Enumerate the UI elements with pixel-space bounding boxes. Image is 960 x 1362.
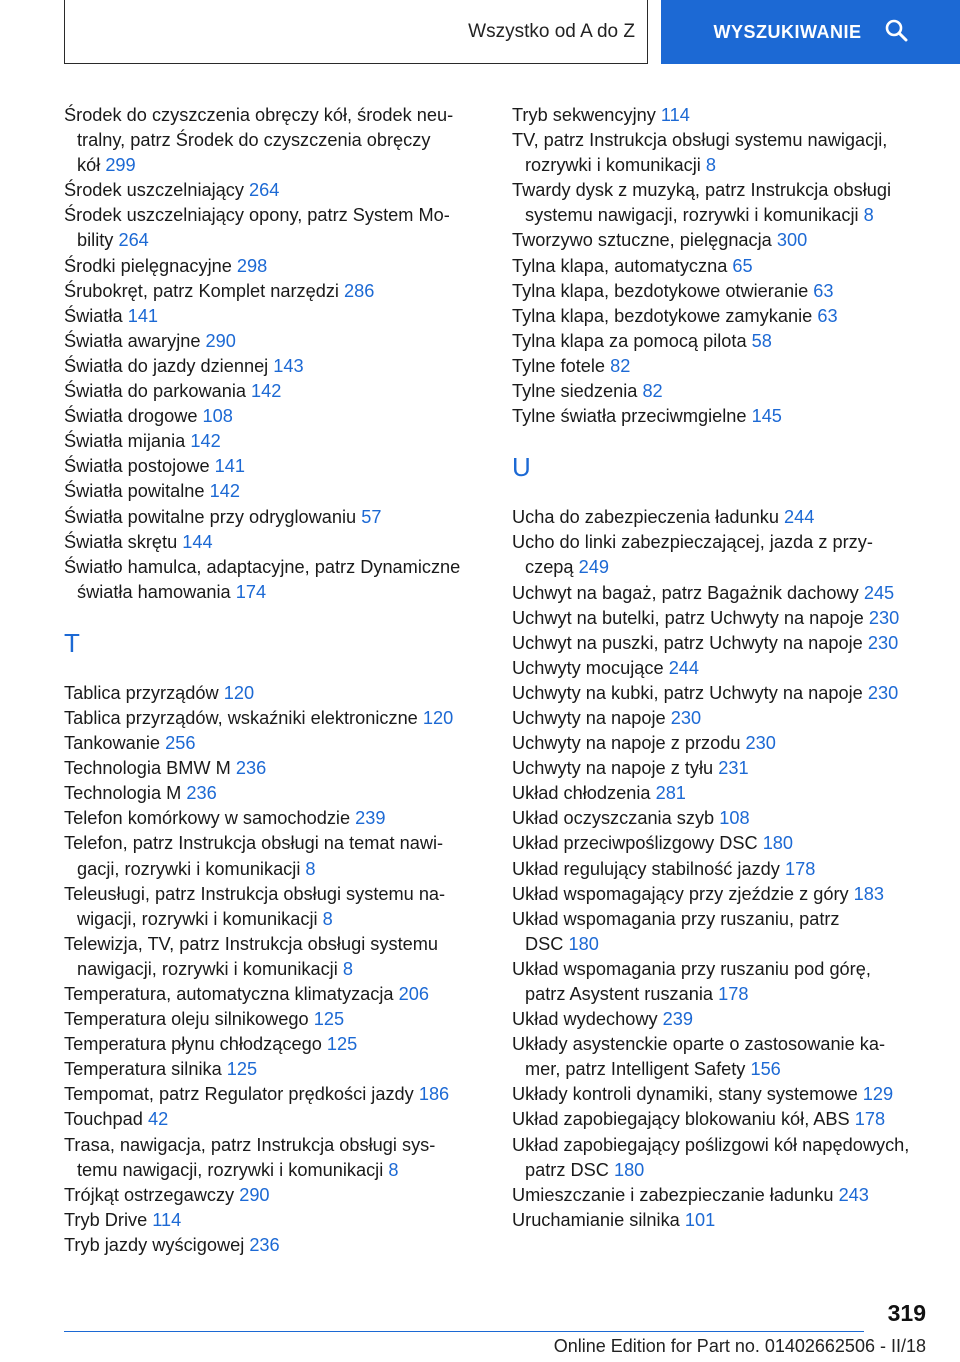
- page-link[interactable]: 236: [186, 783, 217, 804]
- index-entry-text: Tankowanie: [64, 733, 161, 754]
- page-link[interactable]: 144: [182, 531, 213, 552]
- page-link[interactable]: 82: [642, 381, 663, 402]
- index-entry-continuation: [64, 957, 480, 982]
- index-entry: [512, 706, 942, 731]
- index-entry-text: patrz Asystent ruszania: [525, 984, 714, 1004]
- index-column-right: [512, 103, 942, 1233]
- index-entry: [64, 505, 480, 530]
- search-button-label: WYSZUKIWANIE: [713, 21, 862, 42]
- page-link[interactable]: 141: [127, 305, 159, 326]
- page-link[interactable]: 145: [751, 406, 782, 427]
- page-link[interactable]: 264: [118, 230, 149, 251]
- index-entry-text: Układ wspomagający przy zjeździe z góry: [512, 883, 849, 904]
- index-entry: [512, 756, 942, 781]
- index-entry: [64, 1233, 480, 1258]
- page-link[interactable]: 230: [745, 733, 776, 754]
- page-link[interactable]: 142: [209, 481, 240, 502]
- index-entry-text: Układ regulujący stabilność jazdy: [512, 858, 780, 879]
- page-link[interactable]: 42: [147, 1109, 169, 1130]
- index-entry: [64, 932, 480, 957]
- page-link[interactable]: 183: [853, 883, 885, 904]
- page-link[interactable]: 143: [273, 355, 304, 376]
- index-entry-text: bility: [77, 230, 114, 251]
- index-entry-text: Tworzywo sztuczne, pielęgnacja: [512, 230, 772, 251]
- index-entry: [512, 731, 942, 756]
- index-entry-text: Uchwyty na napoje z przodu: [512, 733, 741, 754]
- index-entry-text: Tylna klapa za pomocą pilota: [512, 330, 747, 351]
- search-button[interactable]: [661, 0, 960, 64]
- page-link[interactable]: 63: [817, 305, 838, 326]
- index-entry-text: Tablica przyrządów, wskaźniki elektroniczne: [64, 707, 418, 728]
- index-entry-text: Tryb jazdy wyścigowej: [64, 1234, 245, 1255]
- page-link[interactable]: 108: [719, 808, 750, 829]
- page-link[interactable]: 230: [670, 707, 702, 728]
- index-entry-continuation: [64, 907, 480, 932]
- index-entry: [64, 1107, 480, 1132]
- index-column-left: [64, 103, 480, 1258]
- index-entry: [512, 279, 942, 304]
- page-link[interactable]: 63: [813, 280, 834, 301]
- index-entry-text: Światła powitalne przy odryglowaniu: [64, 506, 357, 527]
- index-entry: [512, 831, 942, 856]
- page-link[interactable]: 65: [732, 255, 753, 276]
- page-link[interactable]: 142: [251, 381, 282, 402]
- page-link[interactable]: 8: [322, 908, 333, 929]
- index-entry-text: Tylna klapa, bezdotykowe otwieranie: [512, 280, 809, 301]
- page-link[interactable]: 230: [867, 632, 899, 653]
- index-entry-text: Światła do parkowania: [64, 381, 246, 402]
- index-entry-text: Uchwyt na puszki, patrz Uchwyty na napoje: [512, 632, 863, 653]
- page-link[interactable]: 180: [568, 933, 599, 954]
- page-link[interactable]: 114: [152, 1209, 182, 1230]
- index-entry-text: Umieszczanie i zabezpieczanie ładunku: [512, 1184, 834, 1205]
- index-entry-text: tralny, patrz Środek do czyszczenia obręczy: [77, 130, 431, 151]
- nav-tab-a-to-z-label: Wszystko od A do Z: [468, 20, 635, 42]
- index-entry-continuation: [64, 153, 480, 178]
- index-entry-text: Środki pielęgnacyjne: [64, 255, 232, 276]
- page-link[interactable]: 178: [854, 1109, 886, 1130]
- index-entry: [512, 178, 942, 203]
- index-entry-text: Temperatura silnika: [64, 1059, 222, 1080]
- index-entry-continuation: [512, 203, 942, 228]
- index-entry-text: Tylna klapa, bezdotykowe zamykanie: [512, 305, 813, 326]
- page-link[interactable]: 57: [361, 506, 382, 527]
- index-entry: [64, 882, 480, 907]
- index-entry-text: światła hamowania: [77, 581, 231, 602]
- index-entry: [512, 404, 942, 429]
- index-entry-text: Technologia M: [64, 783, 182, 804]
- index-entry-text: Światła postojowe: [64, 456, 210, 477]
- index-entry-text: Układ wydechowy: [512, 1009, 658, 1030]
- page-link[interactable]: 264: [249, 180, 280, 201]
- page-link[interactable]: 230: [868, 607, 900, 628]
- index-entry: [512, 228, 942, 253]
- index-entry: [512, 781, 942, 806]
- index-entry: [512, 1183, 942, 1208]
- index-entry: [512, 857, 942, 882]
- index-entry: [64, 530, 480, 555]
- index-entry-continuation: [64, 228, 480, 253]
- index-entry-text: Układ przeciwpoślizgowy DSC: [512, 833, 758, 854]
- index-entry: [64, 1133, 480, 1158]
- index-entry-text: Uchwyty na napoje z tyłu: [512, 758, 714, 779]
- index-entry: [64, 806, 480, 831]
- page-link[interactable]: 125: [313, 1009, 345, 1030]
- index-entry-text: Układy asystenckie oparte o zastosowanie ka-: [512, 1034, 886, 1055]
- index-entry-text: Uchwyt na butelki, patrz Uchwyty na napoje: [512, 607, 864, 628]
- index-entry-text: Układ chłodzenia: [512, 783, 651, 804]
- page-link[interactable]: 206: [398, 984, 429, 1004]
- index-entry: [64, 178, 480, 203]
- index-entry-text: gacji, rozrywki i komunikacji: [77, 858, 301, 879]
- index-entry-text: Ucho do linki zabezpieczającej, jazda z przy-: [512, 532, 873, 553]
- index-entry: [64, 1032, 480, 1057]
- index-entry: [512, 1032, 942, 1057]
- index-entry-text: Układ zapobiegający blokowaniu kół, ABS: [512, 1109, 850, 1130]
- index-entry-text: Tylna klapa, automatyczna: [512, 255, 728, 276]
- index-entry-text: Światło hamulca, adaptacyjne, patrz Dynamiczne: [64, 556, 461, 577]
- page-link[interactable]: 178: [718, 984, 749, 1004]
- page-link[interactable]: 244: [784, 507, 815, 528]
- index-entry: [64, 982, 480, 1007]
- index-entry: [512, 681, 942, 706]
- index-entry: [512, 882, 942, 907]
- index-entry-text: Tempomat, patrz Regulator prędkości jazdy: [64, 1084, 414, 1105]
- index-entry-text: DSC: [525, 933, 564, 954]
- index-entry-text: TV, patrz Instrukcja obsługi systemu nawigacji,: [512, 130, 888, 151]
- index-entry-text: Tryb sekwencyjny: [512, 105, 656, 125]
- index-entry-text: Układ wspomagania przy ruszaniu, patrz: [512, 908, 840, 929]
- index-entry: [64, 379, 480, 404]
- index-entry: [512, 329, 942, 354]
- index-entry-text: Układ zapobiegający poślizgowi kół napędowych,: [512, 1134, 910, 1155]
- page-link[interactable]: 142: [190, 431, 221, 452]
- page-link[interactable]: 8: [863, 205, 874, 226]
- page-link[interactable]: 125: [226, 1059, 258, 1080]
- index-entry: [512, 505, 942, 530]
- index-entry-text: Światła drogowe: [64, 406, 198, 427]
- page-number: 319: [887, 1300, 926, 1326]
- index-entry: [512, 957, 942, 982]
- page-link[interactable]: 58: [751, 330, 772, 351]
- page-link[interactable]: 236: [249, 1234, 280, 1255]
- index-entry: [512, 1007, 942, 1032]
- page-link[interactable]: 8: [342, 958, 353, 979]
- index-entry-text: Tablica przyrządów: [64, 682, 219, 703]
- index-entry-text: rozrywki i komunikacji: [525, 155, 701, 176]
- index-entry-text: Środek uszczelniający opony, patrz System Mo-: [64, 205, 450, 226]
- index-entry: [512, 656, 942, 681]
- index-entry: [512, 606, 942, 631]
- page-link[interactable]: 230: [867, 682, 899, 703]
- index-entry-text: Układ wspomagania przy ruszaniu pod górę,: [512, 958, 871, 979]
- index-entry-text: Temperatura płynu chłodzącego: [64, 1034, 322, 1055]
- index-entry-text: Touchpad: [64, 1109, 143, 1130]
- index-entry-text: Układ oczyszczania szyb: [512, 808, 715, 829]
- edition-footer: Online Edition for Part no. 01402662506 - II/18: [553, 1336, 926, 1356]
- index-entry: [512, 806, 942, 831]
- page-link[interactable]: 286: [344, 280, 375, 301]
- page-link[interactable]: 239: [355, 808, 386, 829]
- index-entry: [512, 1082, 942, 1107]
- page-link[interactable]: 156: [750, 1059, 781, 1080]
- index-entry: [64, 706, 480, 731]
- index-entry-text: Śrubokręt, patrz Komplet narzędzi: [64, 280, 339, 301]
- index-entry-text: Trójkąt ostrzegawczy: [64, 1184, 235, 1205]
- index-entry: [512, 354, 942, 379]
- index-entry-text: Światła awaryjne: [64, 330, 201, 351]
- index-entry: [64, 304, 480, 329]
- index-entry: [64, 681, 480, 706]
- section-letter: T: [64, 627, 80, 658]
- index-entry-text: Temperatura oleju silnikowego: [64, 1009, 309, 1030]
- index-entry-continuation: [512, 1057, 942, 1082]
- index-entry-text: nawigacji, rozrywki i komunikacji: [77, 958, 338, 979]
- page-link[interactable]: 180: [613, 1159, 645, 1180]
- index-entry-text: kół: [77, 155, 101, 176]
- index-entry: [64, 203, 480, 228]
- index-entry-text: Światła do jazdy dziennej: [64, 355, 269, 376]
- index-entry-continuation: [64, 580, 480, 605]
- index-entry-continuation: [64, 128, 480, 153]
- index-entry-continuation: [512, 1158, 942, 1183]
- index-entry: [512, 907, 942, 932]
- index-entry-text: Tylne siedzenia: [512, 381, 638, 402]
- index-entry: [512, 1107, 942, 1132]
- index-entry-text: wigacji, rozrywki i komunikacji: [77, 908, 318, 929]
- page-link[interactable]: 180: [762, 833, 794, 854]
- index-entry-text: Tylne światła przeciwmgielne: [512, 406, 747, 427]
- page-link[interactable]: 108: [202, 406, 233, 427]
- index-entry: [512, 530, 942, 555]
- index-entry: [64, 329, 480, 354]
- index-entry: [512, 379, 942, 404]
- page-link[interactable]: 249: [578, 557, 609, 578]
- index-entry-text: Twardy dysk z muzyką, patrz Instrukcja obsługi: [512, 180, 892, 201]
- index-entry: [512, 1208, 942, 1233]
- index-entry: [64, 404, 480, 429]
- index-entry-text: Układy kontroli dynamiki, stany systemowe: [512, 1084, 858, 1105]
- index-entry: [64, 1183, 480, 1208]
- index-entry-text: Uchwyty na napoje: [512, 707, 666, 728]
- index-entry-text: systemu nawigacji, rozrywki i komunikacji: [525, 205, 859, 226]
- page-link[interactable]: 178: [784, 858, 816, 879]
- index-entry: [512, 254, 942, 279]
- index-entry-text: Telewizja, TV, patrz Instrukcja obsługi systemu: [64, 933, 439, 954]
- page-link[interactable]: 8: [305, 858, 316, 879]
- page-link[interactable]: 129: [862, 1084, 894, 1105]
- index-entry-text: Telefon, patrz Instrukcja obsługi na temat nawi-: [64, 833, 444, 854]
- index-entry-text: Ucha do zabezpieczenia ładunku: [512, 507, 779, 528]
- index-entry-text: Technologia BMW M: [64, 758, 231, 779]
- index-entry-text: Środek do czyszczenia obręczy kół, środek neu-: [64, 105, 454, 125]
- index-entry-text: Światła powitalne: [64, 481, 205, 502]
- index-entry: [64, 1007, 480, 1032]
- page-link[interactable]: 290: [205, 330, 236, 351]
- index-entry: [64, 279, 480, 304]
- index-entry-text: Uchwyty mocujące: [512, 657, 664, 678]
- index-entry-text: mer, patrz Intelligent Safety: [525, 1059, 746, 1080]
- index-entry: [64, 1082, 480, 1107]
- page-link[interactable]: 125: [326, 1034, 358, 1055]
- page-link[interactable]: 243: [838, 1184, 869, 1205]
- section-letter: U: [512, 452, 531, 483]
- index-entry-text: Środek uszczelniający: [64, 180, 244, 201]
- nav-tab-a-to-z[interactable]: [64, 0, 648, 64]
- index-entry: [64, 1208, 480, 1233]
- index-entry-continuation: [64, 1158, 480, 1183]
- page-link[interactable]: 299: [105, 155, 136, 176]
- index-entry: [64, 756, 480, 781]
- page-link[interactable]: 120: [223, 682, 255, 703]
- index-entry: [64, 1057, 480, 1082]
- index-entry: [64, 479, 480, 504]
- index-entry: [64, 731, 480, 756]
- index-entry-text: Teleusługi, patrz Instrukcja obsługi systemu na-: [64, 883, 446, 904]
- index-entry-text: Światła mijania: [64, 431, 186, 452]
- page-link[interactable]: 239: [662, 1009, 693, 1030]
- index-entry-text: Światła: [64, 305, 123, 326]
- index-entry: [64, 781, 480, 806]
- index-entry-text: Tylne fotele: [512, 355, 606, 376]
- index-entry-text: Uchwyt na bagaż, patrz Bagażnik dachowy: [512, 582, 859, 603]
- page-link[interactable]: 82: [610, 355, 631, 376]
- footer-divider: [64, 1331, 864, 1332]
- index-entry-continuation: [512, 932, 942, 957]
- index-entry: [64, 354, 480, 379]
- page-link[interactable]: 141: [214, 456, 246, 477]
- index-entry-text: temu nawigacji, rozrywki i komunikacji: [77, 1159, 384, 1180]
- page-link[interactable]: 290: [239, 1184, 270, 1205]
- index-entry: [64, 454, 480, 479]
- index-entry-text: Tryb Drive: [64, 1209, 148, 1230]
- index-entry: [64, 429, 480, 454]
- page-link[interactable]: 300: [776, 230, 808, 251]
- index-entry-text: czepą: [525, 557, 574, 578]
- page-link[interactable]: 298: [236, 255, 268, 276]
- index-entry-text: Temperatura, automatyczna klimatyzacja: [64, 984, 394, 1004]
- index-entry: [512, 128, 942, 153]
- index-entry: [64, 254, 480, 279]
- page-link[interactable]: 256: [165, 733, 196, 754]
- page-link[interactable]: 8: [705, 155, 717, 176]
- page-link[interactable]: 186: [418, 1084, 450, 1105]
- index-entry-text: Światła skrętu: [64, 531, 178, 552]
- index-entry: [512, 103, 942, 128]
- index-entry: [64, 555, 480, 580]
- page-link[interactable]: 174: [235, 581, 267, 602]
- page-link[interactable]: 236: [235, 758, 267, 779]
- page-link[interactable]: 231: [718, 758, 749, 779]
- page-link[interactable]: 245: [863, 582, 895, 603]
- index-entry-text: Trasa, nawigacja, patrz Instrukcja obsługi sys-: [64, 1134, 436, 1155]
- index-entry-text: Uchwyty na kubki, patrz Uchwyty na napoje: [512, 682, 863, 703]
- index-entry-text: patrz DSC: [525, 1159, 609, 1180]
- index-entry-continuation: [512, 555, 942, 580]
- index-entry: [64, 831, 480, 856]
- index-entry: [512, 304, 942, 329]
- index-entry-continuation: [64, 857, 480, 882]
- index-entry-continuation: [512, 982, 942, 1007]
- search-icon: [884, 18, 908, 47]
- page-link[interactable]: 120: [422, 707, 454, 728]
- page-link[interactable]: 101: [684, 1209, 716, 1230]
- page-link[interactable]: 281: [655, 783, 686, 804]
- index-entry: [512, 1133, 942, 1158]
- page-link[interactable]: 244: [668, 657, 700, 678]
- index-entry-text: Telefon komórkowy w samochodzie: [64, 808, 351, 829]
- page-link[interactable]: 8: [388, 1159, 399, 1180]
- index-entry-continuation: [512, 153, 942, 178]
- page-link[interactable]: 114: [660, 105, 690, 125]
- index-entry: [512, 581, 942, 606]
- index-entry-text: Uruchamianie silnika: [512, 1209, 680, 1230]
- index-entry: [512, 631, 942, 656]
- index-entry: [64, 103, 480, 128]
